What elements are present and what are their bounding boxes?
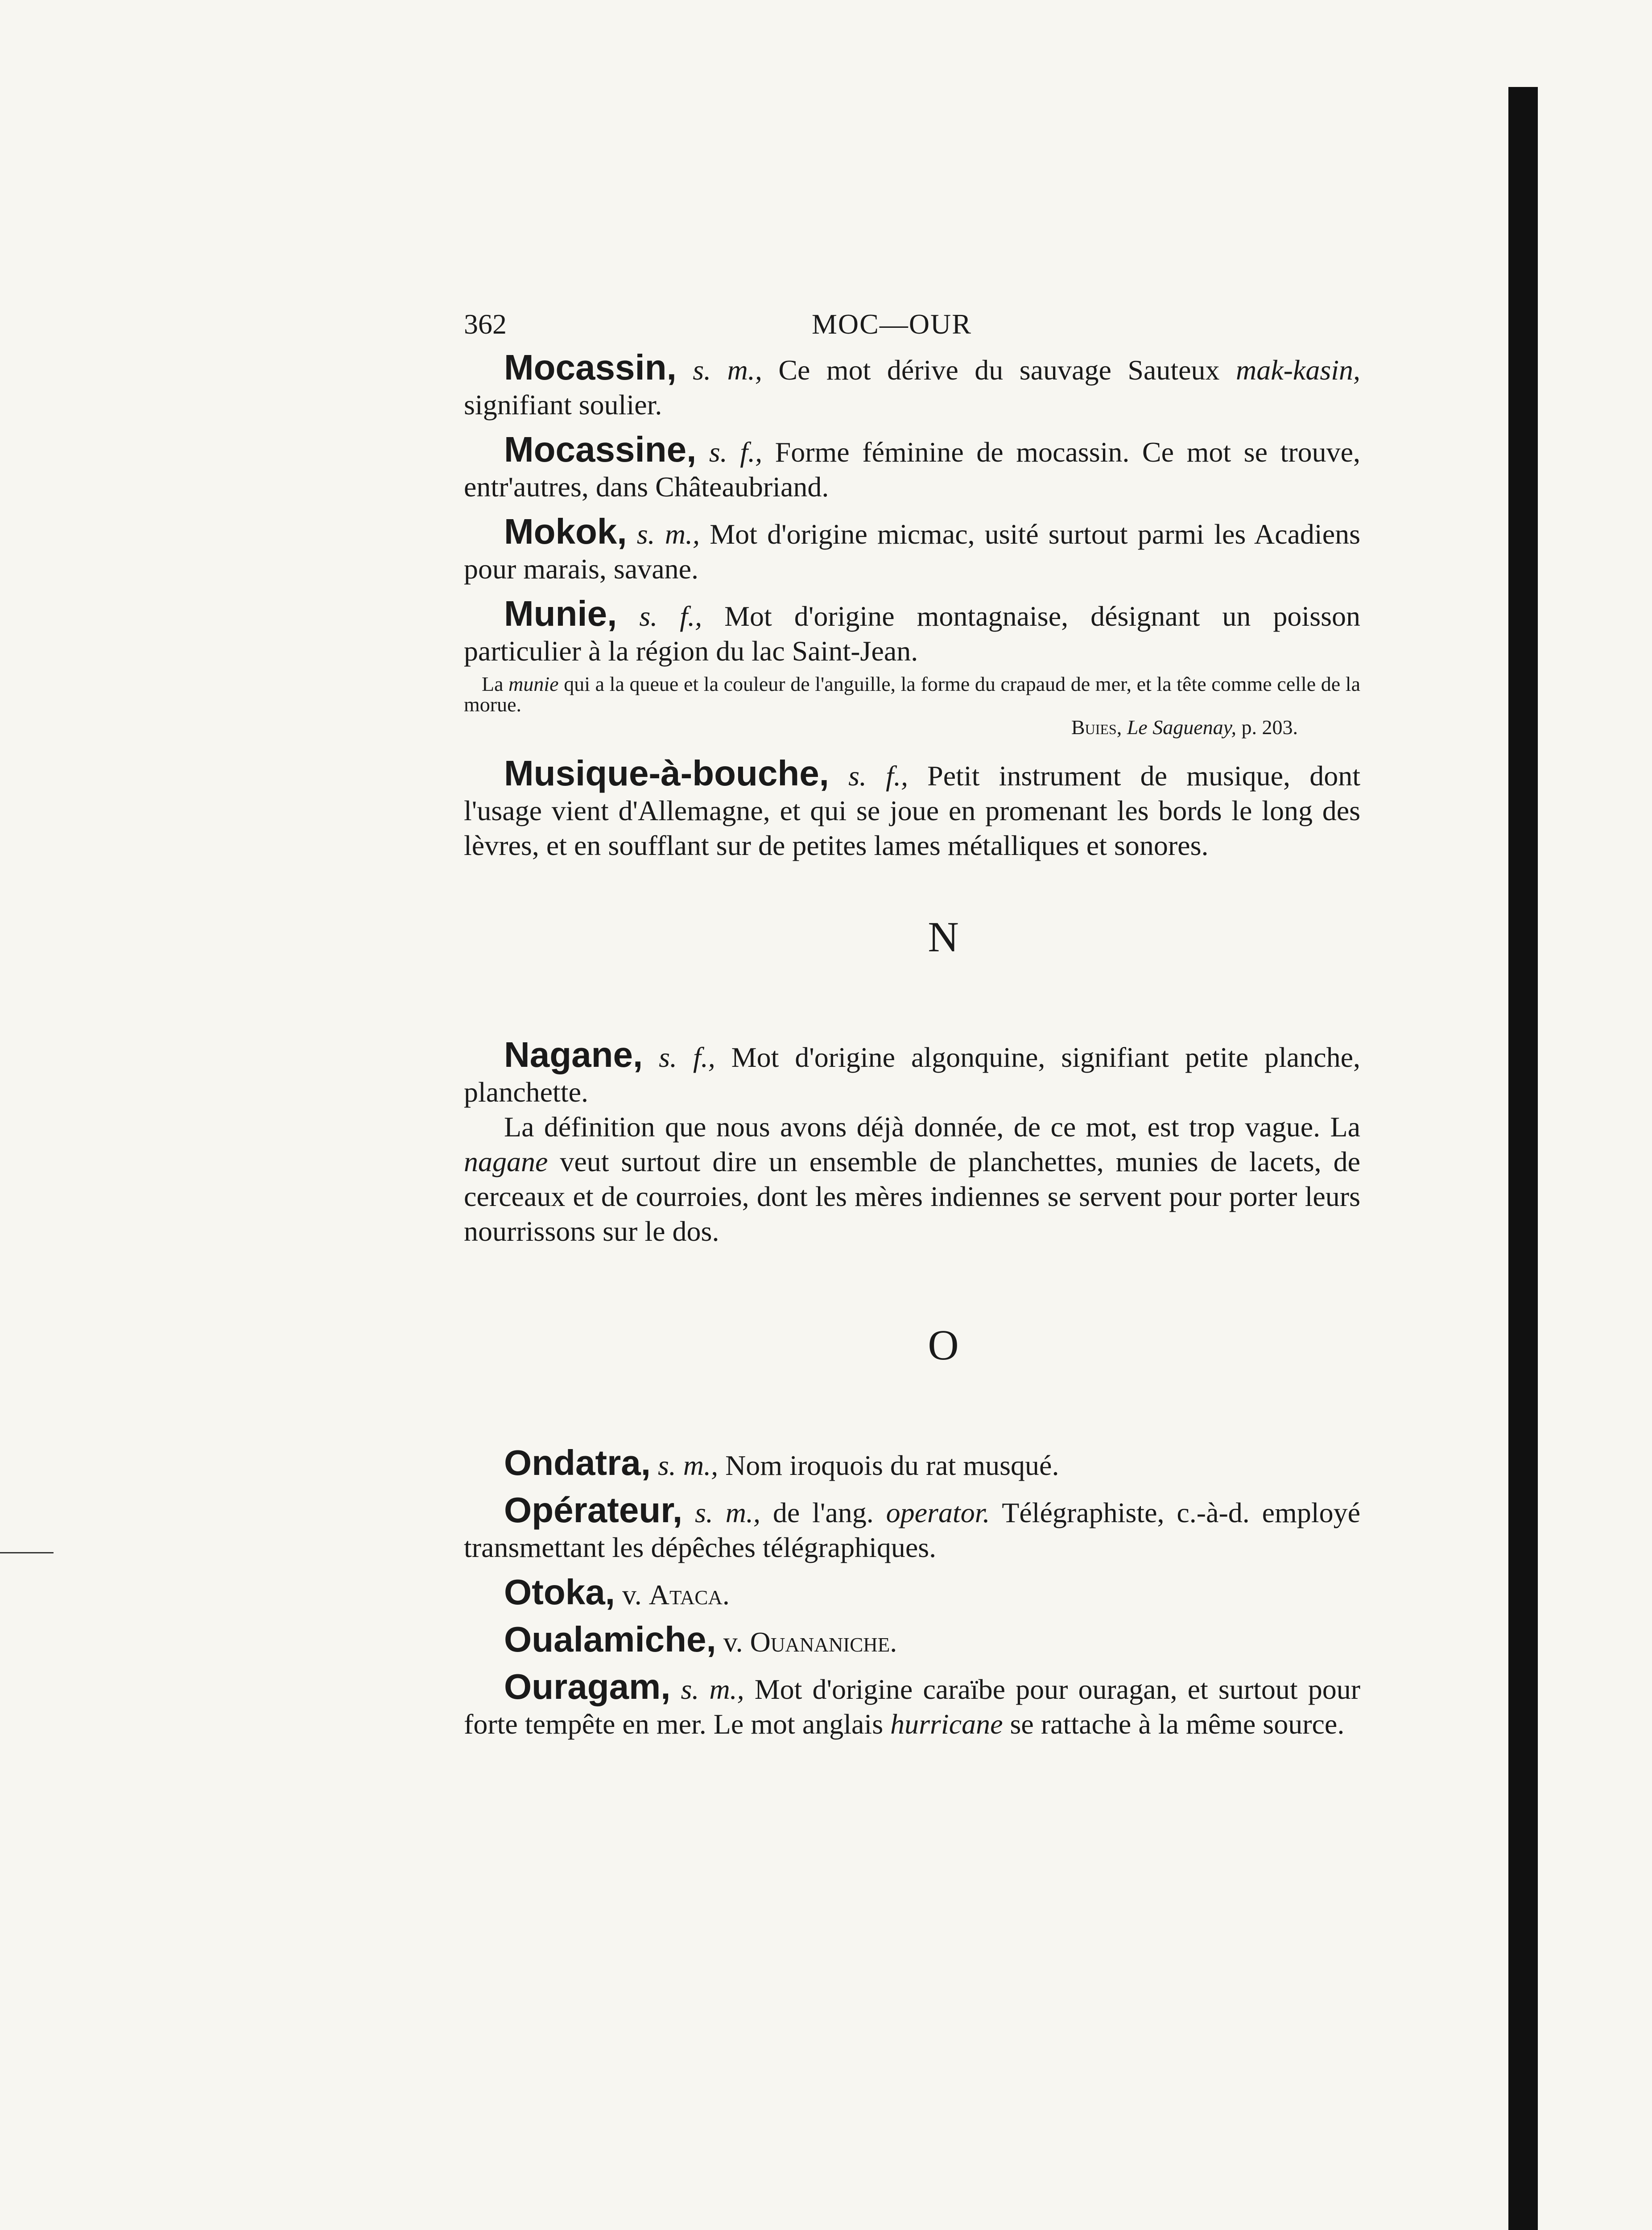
headword: Munie,	[504, 594, 617, 633]
citation-quote: La munie qui a la queue et la couleur de l'anguille, la forme du crapaud de mer, et la tête comme celle de la morue.	[464, 673, 1360, 716]
running-title: MOC—OUR	[812, 308, 972, 340]
margin-rule	[0, 1552, 54, 1553]
citation-author: Buies,	[1071, 716, 1122, 739]
entry-mokok	[464, 514, 1360, 586]
entry-operateur	[464, 1490, 1360, 1565]
cross-reference: Ataca.	[648, 1579, 730, 1611]
headword: Ondatra,	[504, 1443, 651, 1483]
definition-text: Mot d'origine montagnaise, désignant un poisson particulier à la région du lac Saint-Jean.	[464, 600, 1361, 667]
cross-reference: Ouananiche.	[750, 1626, 897, 1658]
grammar-label: s. f.,	[848, 760, 908, 792]
entry-ouragam	[464, 1669, 1360, 1742]
definition-text: signifiant soulier.	[464, 389, 662, 421]
grammar-label: s. m.,	[657, 1450, 719, 1481]
italic-term: hurricane	[890, 1708, 1003, 1740]
headword: Mocassin,	[504, 347, 677, 387]
headword: Mocassine,	[504, 429, 697, 469]
section-letter-n: N	[928, 913, 959, 961]
entry-oualamiche	[464, 1619, 1360, 1660]
grammar-label: s. m.,	[693, 354, 762, 386]
page-header	[464, 308, 1360, 350]
definition-text: Nom iroquois du rat musqué.	[718, 1450, 1059, 1481]
grammar-label: s. f.,	[659, 1041, 715, 1073]
headword: Oualamiche,	[504, 1619, 716, 1659]
italic-term: operator.	[886, 1497, 990, 1528]
grammar-label: s. f.,	[709, 436, 763, 468]
headword: Ouragam,	[504, 1667, 671, 1706]
grammar-label: s. f.,	[639, 600, 702, 632]
definition-text: se rattache à la même source.	[1003, 1708, 1345, 1740]
entry-mocassine	[464, 429, 1361, 504]
page-number: 362	[464, 308, 507, 340]
citation-work: Le Saguenay,	[1127, 716, 1236, 739]
definition-text: Télégraphiste, c.-à-d. employé transmettant les dépêches télégraphiques.	[464, 1497, 1360, 1563]
headword: Opérateur,	[504, 1490, 683, 1530]
headword: Otoka,	[504, 1572, 615, 1612]
definition-text: Mot d'origine micmac, usité surtout parmi les Acadiens pour marais, savane.	[464, 518, 1361, 585]
definition-text: v.	[716, 1626, 750, 1658]
headword: Nagane,	[504, 1035, 643, 1074]
italic-term: mak-kasin,	[1235, 354, 1361, 386]
grammar-label: s. m.,	[636, 518, 700, 550]
citation-page: p. 203.	[1236, 716, 1298, 739]
definition-text: v.	[615, 1579, 649, 1611]
entry-mocassin	[464, 347, 1361, 422]
dictionary-page	[464, 308, 1360, 1751]
definition-text: de l'ang.	[760, 1497, 886, 1528]
definition-text: Mot d'origine caraïbe pour ouragan, et surtout pour forte tempête en mer. Le mot anglais	[464, 1673, 1361, 1740]
binding-edge	[1508, 87, 1538, 2230]
grammar-label: s. m.,	[695, 1497, 760, 1528]
citation-source	[464, 715, 1298, 740]
definition-text: Mot d'origine algonquine, signifiant petite planche, planchette.	[464, 1041, 1361, 1108]
headword: Musique-à-bouche,	[504, 753, 829, 793]
headword: Mokok,	[504, 512, 627, 551]
grammar-label: s. m.,	[681, 1673, 744, 1705]
entry-munie	[464, 596, 1360, 669]
entry-musique-a-bouche	[464, 753, 1361, 863]
entry-nagane	[464, 1037, 1360, 1110]
entry-paragraph: La définition que nous avons déjà donnée, de ce mot, est trop vague. La nagane veut surtout dire un ensemble de planchettes, munies de lacets, de cerceaux et de courroies, dont les mères indiennes se servent pour porter leurs nourrissons sur le dos.	[464, 1111, 1360, 1247]
definition-text: Forme féminine de mocassin. Ce mot se trouve, entr'autres, dans Châteaubriand.	[464, 436, 1361, 503]
entry-ondatra	[464, 1445, 1360, 1483]
section-letter-o: O	[928, 1321, 959, 1369]
definition-text: Petit instrument de musique, dont l'usage vient d'Allemagne, et qui se joue en promenant les bords le long des lèvres, et en soufflant sur de petites lames métalliques et sonores.	[464, 760, 1361, 861]
entry-otoka	[464, 1572, 1360, 1612]
definition-text: Ce mot dérive du sauvage Sauteux	[762, 354, 1236, 386]
